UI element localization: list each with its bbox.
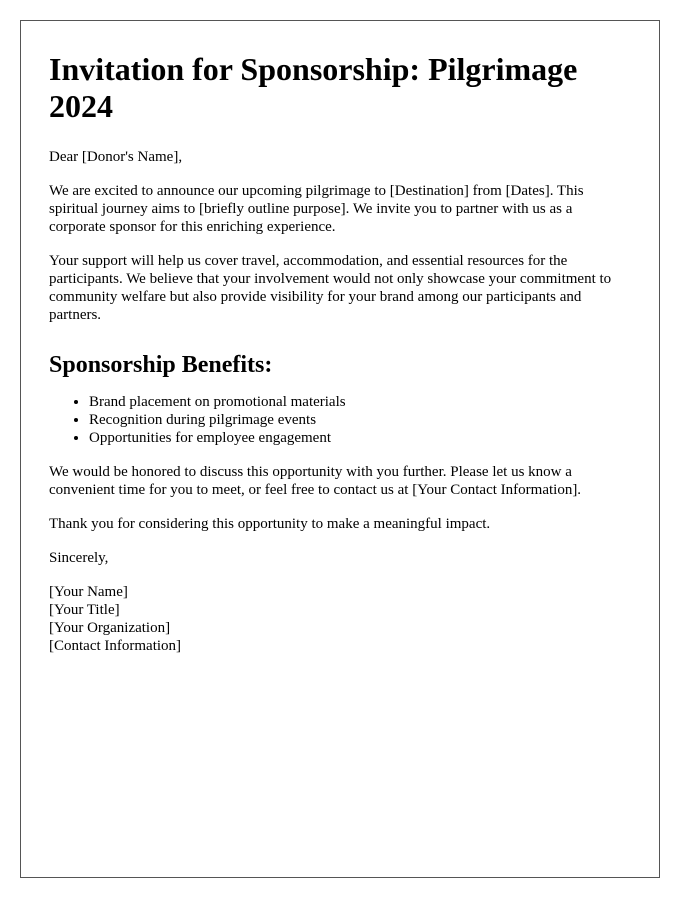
salutation: Dear [Donor's Name], <box>49 149 183 165</box>
support-paragraph: Your support will help us cover travel, accommodation, and essential resources for the participants. We believe that your involvement would not only showcase your commitment to community welfare but also provide visibility for your brand among our participants and partners. <box>49 253 612 323</box>
benefit-item: • Brand placement on promotional materials <box>89 393 631 411</box>
signature-organization: [Your Organization] <box>49 620 171 636</box>
letter-title: Invitation for Sponsorship: Pilgrimage 2024 <box>49 51 578 124</box>
benefits-heading: Sponsorship Benefits: <box>49 352 273 378</box>
intro-paragraph: We are excited to announce our upcoming pilgrimage to [Destination] from [Dates]. This spiritual journey aims to [briefly outline purpose]. We invite you to partner with us as a corporate sponsor for this enriching experience. <box>49 183 584 235</box>
signature-title: [Your Title] <box>49 602 120 618</box>
signature-name: [Your Name] <box>49 584 128 600</box>
signature-block <box>49 583 631 655</box>
signature-contact: [Contact Information] <box>49 638 182 654</box>
benefits-list <box>49 393 631 447</box>
benefit-item: • Recognition during pilgrimage events <box>89 411 631 429</box>
thanks-paragraph: Thank you for considering this opportunity to make a meaningful impact. <box>49 516 491 532</box>
sign-off: Sincerely, <box>49 550 109 566</box>
letter-page <box>20 20 660 878</box>
discussion-paragraph: We would be honored to discuss this opportunity with you further. Please let us know a convenient time for you to meet, or feel free to contact us at [Your Contact Information]. <box>49 464 582 498</box>
benefit-item: • Opportunities for employee engagement <box>89 429 631 447</box>
